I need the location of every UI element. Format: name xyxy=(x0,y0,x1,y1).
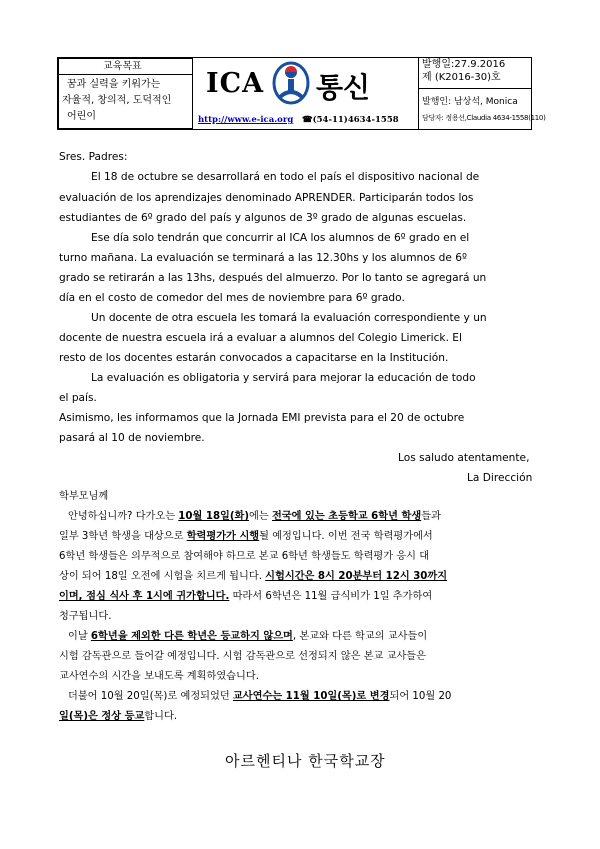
korean-line1: 안녕하십니까? 다가오는 10월 18일(화)에는 전국에 있는 초등학교 6학년 학생들과 xyxy=(68,511,441,522)
korean-greeting: 학부모님께 xyxy=(59,491,109,502)
spanish-p1-line1: El 18 de octubre se desarrollará en todo el país el dispositivo nacional de xyxy=(91,171,480,183)
korean-line10: 더불어 10월 20일(목)로 예정되었던 교사연수는 11월 10일(목)로 변경되어 10월 20 xyxy=(68,691,452,702)
phone-number: ☎(54-11)4634-1558 xyxy=(302,115,399,125)
newsletter-title: 통신 xyxy=(316,71,371,104)
newsletter-header xyxy=(57,57,546,130)
spanish-p2-line2: turno mañana. La evaluación se terminará a las 12.30hs y los alumnos de 6º xyxy=(59,252,467,264)
spanish-p2-line4: día en el costo de comedor del mes de noviembre para 6º grado. xyxy=(59,292,405,304)
website-link[interactable]: http://www.e-ica.org xyxy=(198,115,294,125)
korean-line2: 일부 3학년 학생을 대상으로 학력평가가 시행될 예정입니다. 이번 전국 학력평가에서 xyxy=(59,531,433,542)
korean-line8: 시험 감독관으로 들어갈 예정입니다. 시험 감독관으로 선정되지 않은 본교 교사들은 xyxy=(59,651,426,662)
logo-text: ICA xyxy=(206,68,265,99)
spanish-p2-line1: Ese día solo tendrán que concurrir al ICA los alumnos de 6º grado en el xyxy=(91,232,470,244)
spanish-p3-line2: docente de nuestra escuela irá a evaluar a alumnos del Colegio Limerick. El xyxy=(59,332,462,344)
spanish-p2-line3: grado se retirarán a las 13hs, después del almuerzo. Por lo tanto se agregará un xyxy=(59,272,487,284)
spanish-p4-line2: el país. xyxy=(59,392,97,404)
korean-line4: 상이 되어 18일 오전에 시험을 치르게 됩니다. 시험시간은 8시 20분부터 12시 30까지 xyxy=(59,571,448,582)
logo-area xyxy=(192,58,418,129)
spanish-p1-line3: estudiantes de 6º grado del país y algunos de 3º grado de algunas escuelas. xyxy=(59,212,467,224)
korean-line5: 이며, 점심 식사 후 1시에 귀가합니다. 따라서 6학년은 11월 급식비가 1일 추가하여 xyxy=(59,591,433,602)
spanish-closing: Los saludo atentamente, xyxy=(398,452,530,464)
issue-info-cell xyxy=(418,58,546,129)
motto-label: 교육목표 xyxy=(103,61,142,72)
motto-cell xyxy=(58,74,193,129)
motto-line1: 꿈과 실력을 키워가는 xyxy=(67,79,161,90)
korean-line7: 이날 6학년을 제외한 다른 학년은 등교하지 않으며, 본교와 다른 학교의 교사들이 xyxy=(68,631,428,642)
spanish-p5-line2: pasará al 10 de noviembre. xyxy=(59,432,205,444)
korean-line3: 6학년 학생들은 의무적으로 참여해야 하므로 본교 6학년 학생들도 학력평가 응시 대 xyxy=(59,551,430,562)
spanish-p3-line3: resto de los docentes estarán convocados a capacitarse en la Institución. xyxy=(59,352,449,364)
contact-person: 담당자: 정용선,Claudia 4634-1558(110) xyxy=(422,114,546,122)
spanish-signature: La Dirección xyxy=(467,472,533,484)
spanish-p4-line1: La evaluación es obligatoria y servirá para mejorar la educación de todo xyxy=(91,372,476,384)
motto-line2: 자율적, 창의적, 도덕적인 xyxy=(62,95,172,106)
issue-number: 제 (K2016-30)호 xyxy=(422,72,501,83)
motto-label-cell xyxy=(58,58,193,75)
korean-line6: 청구됩니다. xyxy=(59,611,112,622)
issue-date: 발행일:27.9.2016 xyxy=(422,59,506,70)
spanish-p1-line2: evaluación de los aprendizajes denominado APRENDER. Participarán todos los xyxy=(59,192,474,204)
korean-signature: 아르헨티나 한국학교장 xyxy=(225,752,386,770)
spanish-greeting: Sres. Padres: xyxy=(59,151,128,163)
motto-line3: 어린이 xyxy=(67,111,96,122)
school-emblem-icon xyxy=(272,61,310,105)
issue-divider xyxy=(418,88,532,89)
korean-line9: 교사연수의 시간을 보내도록 계획하였습니다. xyxy=(59,671,259,682)
spanish-p5-line1: Asimismo, les informamos que la Jornada EMI prevista para el 20 de octubre xyxy=(59,412,465,424)
korean-line11: 일(목)은 정상 등교합니다. xyxy=(59,711,178,722)
spanish-p3-line1: Un docente de otra escuela les tomará la evaluación correspondiente y un xyxy=(91,312,487,324)
publisher: 발행인: 남상석, Monica xyxy=(422,97,518,107)
